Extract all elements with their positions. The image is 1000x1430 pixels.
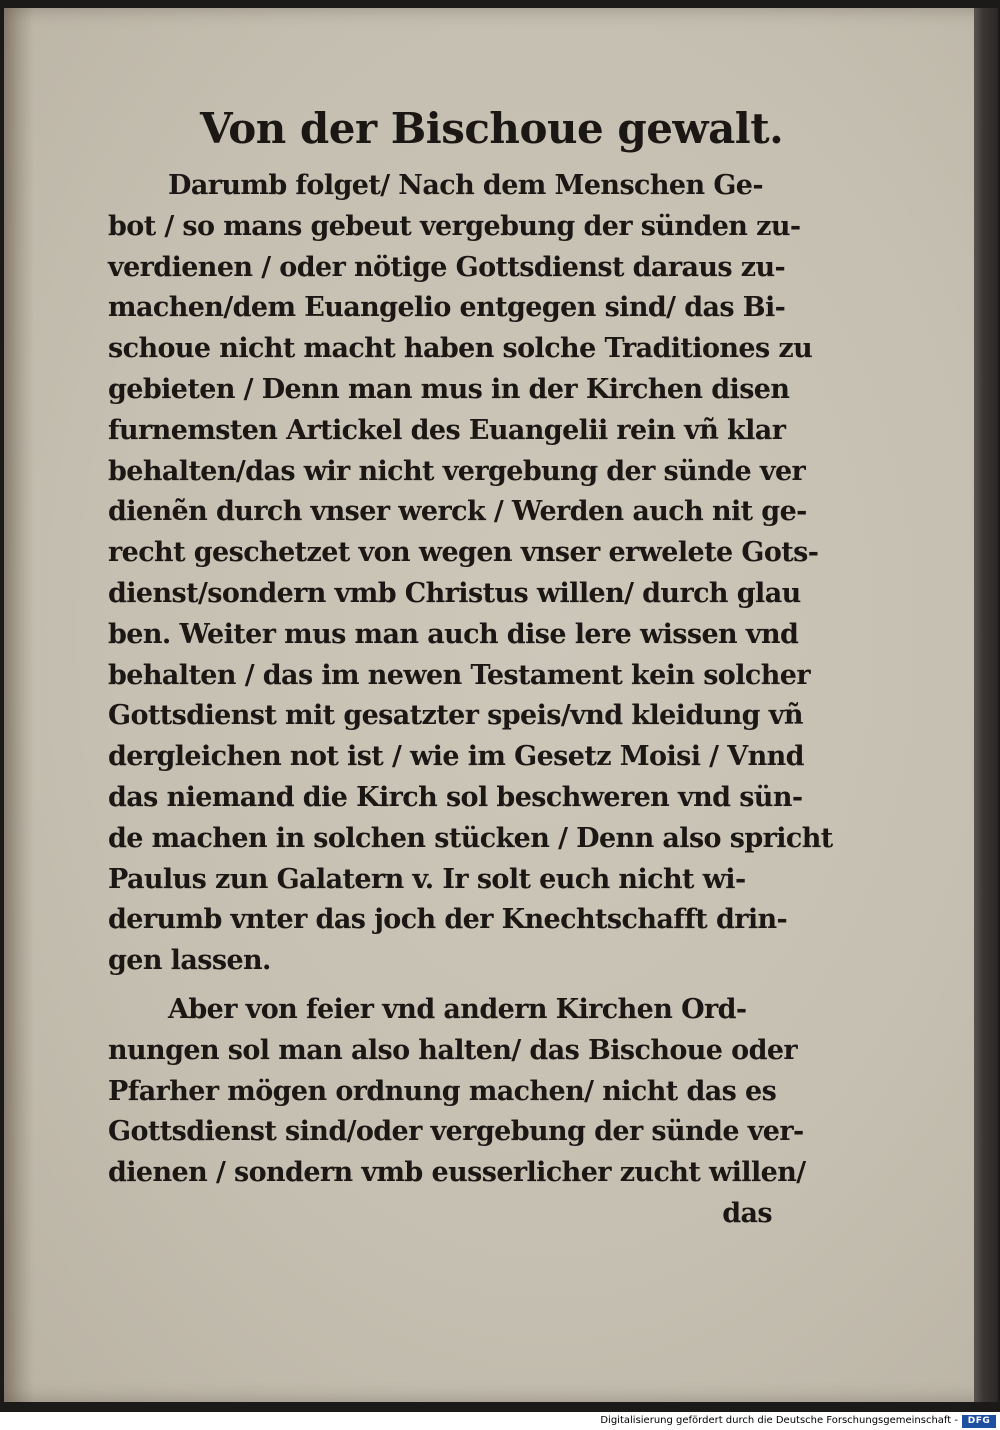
- text-line: das niemand die Kirch sol beschweren vnd sün-: [108, 781, 803, 813]
- text-line: nungen sol man also halten/ das Bischoue oder: [108, 1034, 798, 1066]
- body-text: [108, 166, 833, 1235]
- catchword: das: [722, 1197, 772, 1229]
- text-line: de machen in solchen stücken / Denn also spricht: [108, 822, 833, 854]
- footer-credit: Digitalisierung gefördert durch die Deutsche Forschungsgemeinschaft -: [600, 1415, 958, 1426]
- text-line: Aber von feier vnd andern Kirchen Ord-: [168, 993, 747, 1025]
- footer-bar: [0, 1414, 1000, 1430]
- text-line: schoue nicht macht haben solche Traditiones zu: [108, 333, 813, 365]
- text-line: derumb vnter das joch der Knechtschafft drin-: [108, 904, 788, 936]
- text-line: gen lassen.: [108, 945, 271, 977]
- text-line: Paulus zun Galatern v. Ir solt euch nicht wi-: [108, 863, 746, 895]
- text-line: behalten/das wir nicht vergebung der sünde ver: [108, 455, 806, 487]
- text-line: ben. Weiter mus man auch dise lere wissen vnd: [108, 618, 799, 650]
- text-line: Gottsdienst sind/oder vergebung der sünde ver-: [108, 1116, 804, 1148]
- text-line: behalten / das im newen Testament kein solcher: [108, 659, 810, 691]
- text-line: dienẽn durch vnser werck / Werden auch nit ge-: [108, 496, 807, 528]
- page-edge: [974, 8, 998, 1402]
- spine-shadow: [4, 8, 34, 1402]
- text-line: dienen / sondern vmb eusserlicher zucht willen/: [108, 1157, 806, 1189]
- text-line: Pfarher mögen ordnung machen/ nicht das es: [108, 1075, 777, 1107]
- text-line: verdienen / oder nötige Gottsdienst daraus zu-: [108, 251, 786, 283]
- text-line: gebieten / Denn man mus in der Kirchen disen: [108, 373, 790, 405]
- text-line: Darumb folget/ Nach dem Menschen Ge-: [168, 170, 763, 201]
- running-head: Von der Bischoue gewalt.: [200, 104, 784, 153]
- text-line: dergleichen not ist / wie im Gesetz Moisi / Vnnd: [108, 741, 804, 773]
- text-line: machen/dem Euangelio entgegen sind/ das Bi-: [108, 292, 786, 324]
- dfg-logo-icon: DFG: [962, 1415, 996, 1428]
- text-line: furnemsten Artickel des Euangelii rein vñ klar: [108, 414, 786, 446]
- text-line: recht geschetzet von wegen vnser erwelete Gots-: [108, 537, 819, 569]
- text-line: Gottsdienst mit gesatzter speis/vnd kleidung vñ: [108, 700, 803, 732]
- text-line: bot / so mans gebeut vergebung der sünden zu-: [108, 210, 801, 242]
- text-line: dienst/sondern vmb Christus willen/ durch glau: [108, 577, 801, 609]
